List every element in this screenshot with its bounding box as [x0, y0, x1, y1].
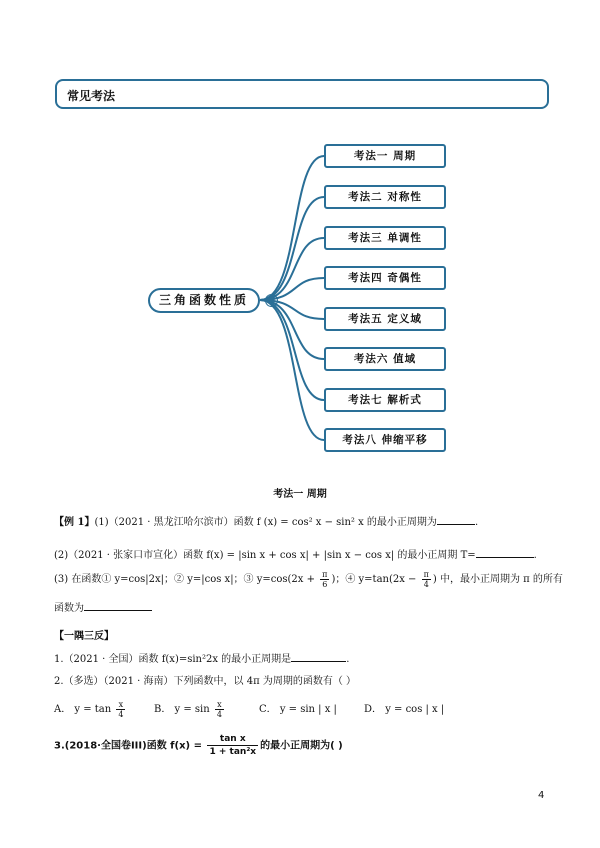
- fraction-numerator: x: [215, 700, 224, 710]
- fraction: [116, 700, 125, 719]
- mindmap-branch-4: 考法四 奇偶性: [324, 266, 446, 290]
- mindmap-branch-3: 考法三 单调性: [324, 226, 446, 250]
- answer-blank[interactable]: [84, 600, 152, 611]
- fraction: [320, 570, 329, 589]
- page-number: 4: [538, 790, 545, 801]
- fraction: [207, 733, 258, 758]
- option-b-text: B． y = sin: [154, 704, 213, 715]
- example1-part3: [54, 570, 563, 589]
- mindmap-branch-7: 考法七 解析式: [324, 388, 446, 412]
- mindmap-root: 三角函数性质: [148, 288, 260, 313]
- fraction: [215, 700, 224, 719]
- example1-part3-text-d: 函数为: [54, 603, 84, 614]
- fraction: [422, 570, 431, 589]
- fraction-denominator: 6: [322, 580, 328, 589]
- answer-blank[interactable]: [437, 514, 475, 525]
- example1-part1: 【例 1】(1)（2021 · 黑龙江哈尔滨市）函数 f (x) = cos² x − sin² x 的最小正周期为 .: [54, 513, 478, 528]
- practice-q2-options: [54, 700, 444, 719]
- fraction-numerator: π: [423, 570, 429, 579]
- practice-q3: [54, 733, 343, 758]
- practice-q2: 2.（多选）（2021 · 海南）下列函数中，以 4π 为周期的函数有（ ）: [54, 676, 356, 687]
- banner-title: 常见考法: [67, 89, 116, 103]
- fraction-denominator: 1 + tan²x: [209, 747, 257, 757]
- option-d[interactable]: D． y = cos | x |: [364, 704, 445, 715]
- example1-part1-text: (1)（2021 · 黑龙江哈尔滨市）函数 f (x) = cos² x − sin² x 的最小正周期为: [94, 517, 437, 528]
- example1-part3-text-c: ) 中，最小正周期为 π 的所有: [432, 574, 563, 585]
- fraction-numerator: x: [116, 700, 125, 710]
- mindmap-branch-6: 考法六 值域: [324, 347, 446, 371]
- mindmap-branch-1: 考法一 周期: [324, 144, 446, 168]
- option-a[interactable]: [54, 700, 154, 719]
- example-label: 【例 1】: [54, 517, 95, 528]
- option-c[interactable]: C． y = sin | x |: [259, 704, 337, 715]
- practice-q3-text-b: 的最小正周期为( ): [260, 740, 343, 752]
- practice-q1-text: 1.（2021 · 全国）函数 f(x)=sin²2x 的最小正周期是: [54, 654, 292, 665]
- fraction-denominator: 4: [118, 710, 124, 719]
- example1-part2-text: (2)（2021 · 张家口市宣化）函数 f(x) = |sin x + cos x| + |sin x − cos x| 的最小正周期 T=: [54, 550, 476, 561]
- mindmap-branch-2: 考法二 对称性: [324, 185, 446, 209]
- section-title: 考法一 周期: [273, 489, 327, 500]
- practice-q3-text-a: 3.(2018·全国卷III)函数 f(x) =: [54, 740, 206, 752]
- collapse-icon[interactable]: ⊖: [265, 294, 278, 307]
- example1-part2: (2)（2021 · 张家口市宣化）函数 f(x) = |sin x + cos x| + |sin x − cos x| 的最小正周期 T= .: [54, 546, 537, 561]
- mindmap-branch-8: 考法八 伸缩平移: [324, 428, 446, 452]
- example1-part3-text-b: )；④ y=tan(2x −: [331, 574, 420, 585]
- example1-part3-text-a: (3) 在函数① y=cos|2x|；② y=|cos x|；③ y=cos(2x +: [54, 574, 319, 585]
- practice-label: 【一隅三反】: [54, 631, 114, 642]
- fraction-denominator: 4: [216, 710, 222, 719]
- answer-blank[interactable]: [476, 547, 534, 558]
- fraction-denominator: 4: [423, 580, 429, 589]
- mindmap-branch-5: 考法五 定义域: [324, 307, 446, 331]
- option-a-text: A． y = tan: [54, 704, 115, 715]
- option-b[interactable]: [154, 700, 259, 719]
- example1-part3-cont: [54, 599, 152, 614]
- practice-q1: 1.（2021 · 全国）函数 f(x)=sin²2x 的最小正周期是 .: [54, 650, 349, 665]
- fraction-numerator: tan x: [207, 733, 258, 746]
- fraction-numerator: π: [322, 570, 328, 579]
- answer-blank[interactable]: [291, 651, 346, 662]
